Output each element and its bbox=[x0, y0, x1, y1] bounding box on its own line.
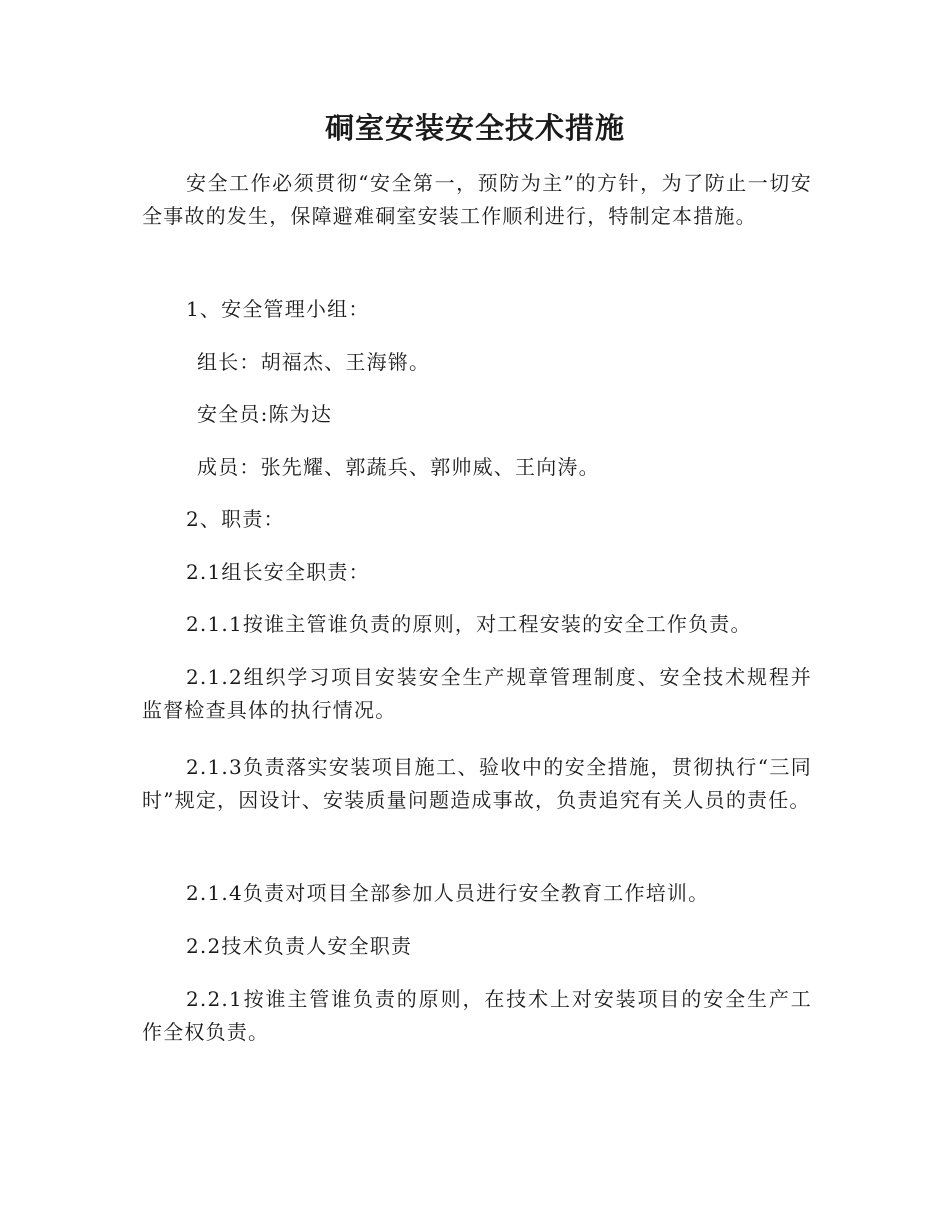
duty-item-2-1-1: 2.1.1按谁主管谁负责的原则，对工程安装的安全工作负责。 bbox=[186, 612, 752, 636]
duty-item-2-1-3: 2.1.3负责落实安装项目施工、验收中的安全措施，贯彻执行“三同时”规定，因设计、安装质量问题造成事故，负责追究有关人员的责任。 bbox=[142, 755, 812, 812]
group-leader-line: 组长：胡福杰、王海锵。 bbox=[197, 350, 431, 374]
safety-officer-line: 安全员:陈为达 bbox=[197, 402, 333, 426]
subsection-leader-duties: 2.1组长安全职责： bbox=[186, 560, 370, 584]
duty-item-2-1-2: 2.1.2组织学习项目安装安全生产规章管理制度、安全技术规程并监督检查具体的执行情况。 bbox=[142, 665, 812, 722]
section-heading-management-group: 1、安全管理小组： bbox=[186, 297, 370, 321]
intro-paragraph: 安全工作必须贯彻“安全第一，预防为主”的方针，为了防止一切安全事故的发生，保障避难硐室安装工作顺利进行，特制定本措施。 bbox=[142, 171, 812, 228]
document-title: 硐室安装安全技术措施 bbox=[324, 111, 625, 145]
duty-item-2-1-4: 2.1.4负责对项目全部参加人员进行安全教育工作培训。 bbox=[186, 881, 710, 905]
duty-item-2-2-1: 2.2.1按谁主管谁负责的原则，在技术上对安装项目的安全生产工作全权负责。 bbox=[142, 987, 812, 1044]
subsection-technical-lead-duties: 2.2技术负责人安全职责 bbox=[186, 934, 413, 958]
section-heading-duties: 2、职责： bbox=[186, 507, 285, 531]
members-line: 成员：张先耀、郭蔬兵、郭帅威、王向涛。 bbox=[197, 455, 600, 479]
